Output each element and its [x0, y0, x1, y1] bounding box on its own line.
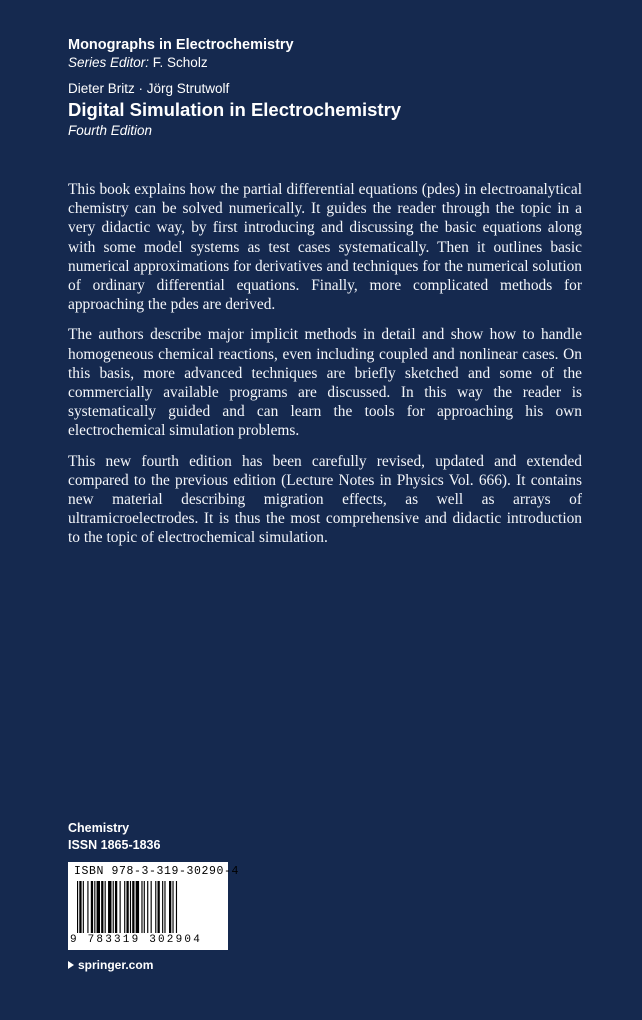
- barcode-bar: [132, 881, 134, 933]
- publisher-link[interactable]: [68, 958, 153, 972]
- barcode-bar: [87, 881, 88, 933]
- barcode-bar: [105, 881, 106, 933]
- barcode-bar: [108, 881, 111, 933]
- edition: Fourth Edition: [68, 123, 153, 138]
- barcode-bar: [124, 881, 125, 933]
- authors: Dieter Britz · Jörg Strutwolf: [68, 81, 230, 96]
- barcode-bar: [158, 881, 160, 933]
- isbn-label: ISBN 978-3-319-30290-4: [74, 865, 240, 878]
- barcode-icon: [76, 881, 220, 933]
- barcode-bar: [115, 881, 117, 933]
- subject-label: Chemistry: [68, 821, 130, 835]
- publisher-url: springer.com: [78, 958, 154, 972]
- book-title: Digital Simulation in Electrochemistry: [68, 99, 402, 120]
- barcode-bar: [97, 881, 100, 933]
- series-editor: [68, 54, 588, 72]
- barcode-bar: [136, 881, 139, 933]
- barcode-bar: [147, 881, 148, 933]
- barcode-bar: [151, 881, 152, 933]
- barcode-bar: [162, 881, 163, 933]
- barcode-bar: [176, 881, 177, 933]
- series-title: Monographs in Electrochemistry: [68, 37, 294, 53]
- issn-label: ISSN 1865-1836: [68, 838, 161, 852]
- barcode-bar: [94, 881, 95, 933]
- blurb-paragraph-3: This new fourth edition has been carefully revised, updated and extended compared to the previous edition (Lecture Notes in Physics Vol. 666). It contains new material describing migration effects, as well as arrays of ultramicroelectrodes. It is thus the most comprehensive and didactic introduction to the topic of electrochemical simulation.: [68, 452, 582, 547]
- triangle-arrow-icon: [68, 961, 74, 969]
- series-editor-label: Series Editor:: [68, 55, 150, 70]
- header: [68, 36, 588, 139]
- barcode-bar: [169, 881, 171, 933]
- barcode: [68, 862, 240, 950]
- barcode-bar: [83, 881, 84, 933]
- series-editor-name: F. Scholz: [149, 55, 208, 70]
- barcode-bar: [130, 881, 131, 933]
- blurb-paragraph-2: The authors describe major implicit methods in detail and show how to handle homogeneous chemical reactions, even including coupled and nonlinear cases. On this basis, more advanced techniques are briefly sketched and some of the commercially available programs are discussed. In this way the reader is systematically guided and can learn the tools for approaching his own electrochemical simulation problems.: [68, 326, 582, 440]
- barcode-bar: [172, 881, 173, 933]
- barcode-bar: [120, 881, 121, 933]
- barcode-bar: [126, 881, 128, 933]
- barcode-bar: [77, 881, 78, 933]
- barcode-bar: [113, 881, 114, 933]
- barcode-bar: [141, 881, 142, 933]
- barcode-bar: [144, 881, 145, 933]
- blurb-paragraph-1: This book explains how the partial differential equations (pdes) in electroanalytical chemistry can be solved numerically. It guides the reader through the topic in a very didactic way, by first introducing and discussing the basic equations along with some model systems as test cases systematically. Then it outlines basic numerical approximations for derivatives and techniques for the numerical solution of ordinary differential equations. Finally, more complicated methods for approaching the pdes are derived.: [68, 181, 582, 314]
- barcode-bar: [101, 881, 103, 933]
- isbn-digits: 9 783319 302904: [70, 934, 203, 946]
- footer: [68, 820, 160, 854]
- barcode-bar: [79, 881, 81, 933]
- barcode-bar: [155, 881, 156, 933]
- barcode-bar: [91, 881, 93, 933]
- barcode-bar: [164, 881, 165, 933]
- blurb: [68, 180, 582, 559]
